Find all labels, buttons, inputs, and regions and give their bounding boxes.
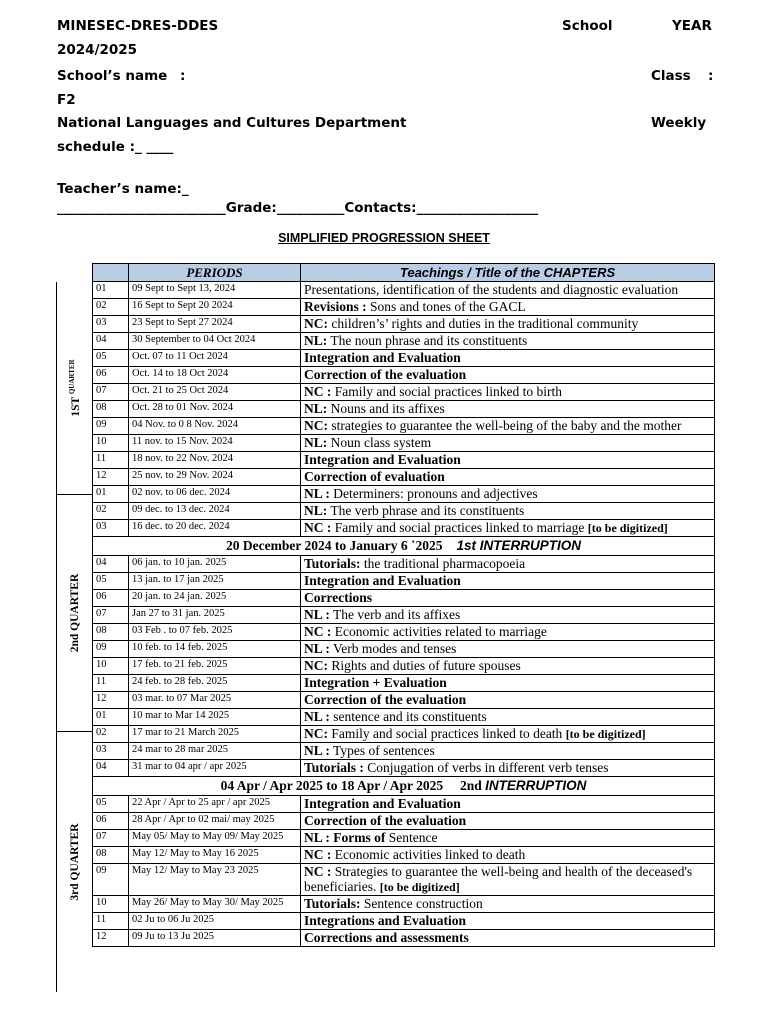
table-row xyxy=(93,624,715,641)
row-period: Oct. 07 to 11 Oct 2024 xyxy=(129,350,301,367)
row-number: 06 xyxy=(93,590,129,607)
row-teaching-prefix: NL: xyxy=(304,333,328,348)
row-period: 09 Sept to Sept 13, 2024 xyxy=(129,282,301,299)
row-period: Jan 27 to 31 jan. 2025 xyxy=(129,607,301,624)
row-teaching xyxy=(301,469,715,486)
row-teaching xyxy=(301,847,715,864)
row-period: 11 nov. to 15 Nov. 2024 xyxy=(129,435,301,452)
row-period: May 26/ May to May 30/ May 2025 xyxy=(129,896,301,913)
row-teaching xyxy=(301,607,715,624)
row-number: 09 xyxy=(93,864,129,896)
table-row xyxy=(93,282,715,299)
row-period: 16 Sept to Sept 20 2024 xyxy=(129,299,301,316)
row-teaching-prefix: NC : xyxy=(304,520,332,535)
row-number: 11 xyxy=(93,452,129,469)
row-teaching-prefix: NC : xyxy=(304,624,332,639)
row-teaching xyxy=(301,333,715,350)
row-period: May 05/ May to May 09/ May 2025 xyxy=(129,830,301,847)
row-teaching-prefix: Integration + Evaluation xyxy=(304,675,447,690)
row-period: 18 nov. to 22 Nov. 2024 xyxy=(129,452,301,469)
row-teaching-prefix: NL : xyxy=(304,709,330,724)
row-teaching xyxy=(301,743,715,760)
table-row xyxy=(93,607,715,624)
row-number: 03 xyxy=(93,743,129,760)
interruption-1-label: 1st INTERRUPTION xyxy=(456,538,581,553)
row-teaching xyxy=(301,709,715,726)
row-teaching-text: Family and social practices linked to marriage xyxy=(331,520,588,535)
row-number: 08 xyxy=(93,401,129,418)
row-teaching-text: Family and social practices linked to death xyxy=(328,726,566,741)
table-row xyxy=(93,418,715,435)
row-number: 01 xyxy=(93,486,129,503)
row-number: 07 xyxy=(93,607,129,624)
table-row xyxy=(93,350,715,367)
row-teaching xyxy=(301,590,715,607)
table-row xyxy=(93,435,715,452)
row-teaching-text: Rights and duties of future spouses xyxy=(328,658,521,673)
row-number: 04 xyxy=(93,333,129,350)
header-periods: PERIODS xyxy=(129,264,301,282)
row-number: 05 xyxy=(93,796,129,813)
row-teaching-prefix: NL: xyxy=(304,503,328,518)
row-number: 05 xyxy=(93,350,129,367)
table-row xyxy=(93,864,715,896)
row-teaching-prefix: NC: xyxy=(304,658,328,673)
row-period: 09 Ju to 13 Ju 2025 xyxy=(129,930,301,947)
table-row xyxy=(93,590,715,607)
table-row xyxy=(93,573,715,590)
row-teaching xyxy=(301,401,715,418)
row-teaching xyxy=(301,520,715,537)
row-period: May 12/ May to May 23 2025 xyxy=(129,864,301,896)
class-label: Class xyxy=(651,68,691,84)
table-row xyxy=(93,847,715,864)
row-teaching xyxy=(301,282,715,299)
table-row xyxy=(93,520,715,537)
quarter-3-rows-after-break xyxy=(93,796,715,947)
row-teaching-text: Sentence construction xyxy=(360,896,483,911)
table-row xyxy=(93,452,715,469)
row-number: 06 xyxy=(93,367,129,384)
table-row xyxy=(93,556,715,573)
row-number: 12 xyxy=(93,469,129,486)
table-row xyxy=(93,796,715,813)
quarter-1-rows xyxy=(93,282,715,486)
quarter-1-column xyxy=(56,282,93,495)
row-period: 28 Apr / Apr to 02 mai/ may 2025 xyxy=(129,813,301,830)
row-teaching xyxy=(301,384,715,401)
row-teaching-prefix: NC: xyxy=(304,316,328,331)
row-number: 08 xyxy=(93,847,129,864)
row-teaching-prefix: NL : xyxy=(304,743,330,758)
row-teaching xyxy=(301,830,715,847)
table-row xyxy=(93,469,715,486)
row-period: 20 jan. to 24 jan. 2025 xyxy=(129,590,301,607)
row-teaching-text: Noun class system xyxy=(327,435,432,450)
row-period: 02 nov. to 06 dec. 2024 xyxy=(129,486,301,503)
table-row xyxy=(93,709,715,726)
row-teaching xyxy=(301,726,715,743)
row-period: May 12/ May to May 16 2025 xyxy=(129,847,301,864)
quarter-3-column xyxy=(56,731,93,992)
row-teaching xyxy=(301,864,715,896)
row-teaching-text: Sons and tones of the GACL xyxy=(366,299,526,314)
row-period: Oct. 21 to 25 Oct 2024 xyxy=(129,384,301,401)
row-teaching xyxy=(301,556,715,573)
table-header-row xyxy=(93,264,715,282)
table-row xyxy=(93,316,715,333)
row-teaching-text: children’s’ rights and duties in the traditional community xyxy=(328,316,639,331)
row-teaching-text: the traditional pharmacopoeia xyxy=(360,556,526,571)
table-row xyxy=(93,641,715,658)
interruption-2-label: INTERRUPTION xyxy=(485,778,587,793)
row-teaching-note: [to be digitized] xyxy=(379,880,460,894)
row-period: 03 mar. to 07 Mar 2025 xyxy=(129,692,301,709)
row-period: 24 mar to 28 mar 2025 xyxy=(129,743,301,760)
row-teaching-text: Determiners: pronouns and adjectives xyxy=(329,486,538,501)
row-teaching-prefix: Integration and Evaluation xyxy=(304,796,461,811)
row-teaching-text: Family and social practices linked to birth xyxy=(331,384,562,399)
quarter-3-rows-before-break xyxy=(93,709,715,777)
quarter-2-column xyxy=(56,494,93,732)
row-period: 17 feb. to 21 feb. 2025 xyxy=(129,658,301,675)
row-period: 22 Apr / Apr to 25 apr / apr 2025 xyxy=(129,796,301,813)
row-teaching-text: strategies to guarantee the well-being of the baby and the mother xyxy=(328,418,682,433)
row-teaching-text: Verb modes and tenses xyxy=(329,641,457,656)
row-period: 23 Sept to Sept 27 2024 xyxy=(129,316,301,333)
sheet-title: SIMPLIFIED PROGRESSION SHEET xyxy=(278,231,490,245)
table-row xyxy=(93,830,715,847)
row-number: 12 xyxy=(93,692,129,709)
row-period: 17 mar to 21 March 2025 xyxy=(129,726,301,743)
table-row xyxy=(93,675,715,692)
row-teaching xyxy=(301,658,715,675)
teacher-name-label: Teacher’s name:_ xyxy=(57,181,189,197)
schedule-line: schedule :_ ____ xyxy=(57,139,174,155)
row-teaching-note: [to be digitized] xyxy=(587,521,668,535)
row-teaching-prefix: Tutorials : xyxy=(304,760,364,775)
quarter-2-label: 2nd QUARTER xyxy=(69,573,81,652)
row-teaching-text: Types of sentences xyxy=(329,743,435,758)
quarter-3-label: 3rd QUARTER xyxy=(69,822,81,901)
row-number: 05 xyxy=(93,573,129,590)
class-colon: : xyxy=(708,68,714,84)
row-teaching-prefix: NL : xyxy=(304,486,330,501)
row-teaching xyxy=(301,367,715,384)
row-teaching-text: The noun phrase and its constituents xyxy=(327,333,528,348)
row-period: Oct. 28 to 01 Nov. 2024 xyxy=(129,401,301,418)
row-number: 07 xyxy=(93,384,129,401)
quarter-2-rows-after-break xyxy=(93,556,715,709)
row-teaching-text: Nouns and its affixes xyxy=(327,401,445,416)
row-teaching-prefix: Correction of evaluation xyxy=(304,469,445,484)
interruption-2-ordinal: 2nd xyxy=(460,778,482,793)
row-period: 25 nov. to 29 Nov. 2024 xyxy=(129,469,301,486)
teacher-grade-contacts-line: _________________________Grade:__________Contacts:__________________ xyxy=(57,200,539,216)
row-teaching xyxy=(301,503,715,520)
row-teaching xyxy=(301,675,715,692)
row-teaching-prefix: Correction of the evaluation xyxy=(304,367,467,382)
row-period: 10 feb. to 14 feb. 2025 xyxy=(129,641,301,658)
row-teaching-prefix: NC: xyxy=(304,418,328,433)
row-teaching-prefix: NL: xyxy=(304,435,328,450)
row-period: 09 dec. to 13 dec. 2024 xyxy=(129,503,301,520)
row-teaching xyxy=(301,486,715,503)
row-teaching xyxy=(301,316,715,333)
row-teaching-text: The verb phrase and its constituents xyxy=(327,503,525,518)
header-number-cell xyxy=(93,264,129,282)
table-row xyxy=(93,658,715,675)
row-teaching-prefix: Corrections and assessments xyxy=(304,930,469,945)
table-row xyxy=(93,367,715,384)
row-teaching xyxy=(301,641,715,658)
school-name-colon: : xyxy=(180,68,186,84)
row-teaching xyxy=(301,624,715,641)
row-teaching-prefix: NL : Forms of xyxy=(304,830,386,845)
row-number: 06 xyxy=(93,813,129,830)
row-period: 04 Nov. to 0 8 Nov. 2024 xyxy=(129,418,301,435)
row-teaching-prefix: NC : xyxy=(304,384,332,399)
class-value: F2 xyxy=(57,92,76,108)
row-number: 03 xyxy=(93,520,129,537)
table-row xyxy=(93,930,715,947)
row-teaching-prefix: Corrections xyxy=(304,590,372,605)
row-teaching xyxy=(301,452,715,469)
row-teaching-prefix: Integrations and Evaluation xyxy=(304,913,467,928)
row-number: 02 xyxy=(93,503,129,520)
row-teaching-text: sentence and its constituents xyxy=(329,709,487,724)
row-period: 16 dec. to 20 dec. 2024 xyxy=(129,520,301,537)
row-teaching xyxy=(301,692,715,709)
progression-table xyxy=(92,263,715,947)
quarter-2-rows-before-break xyxy=(93,486,715,537)
row-number: 01 xyxy=(93,709,129,726)
row-teaching-text: Presentations, identification of the students and diagnostic evaluation xyxy=(304,282,679,297)
table-row xyxy=(93,813,715,830)
table-row xyxy=(93,503,715,520)
weekly-label: Weekly xyxy=(651,115,707,131)
table-row xyxy=(93,743,715,760)
department-name: National Languages and Cultures Department xyxy=(57,115,407,131)
row-teaching xyxy=(301,299,715,316)
row-teaching xyxy=(301,813,715,830)
table-row xyxy=(93,913,715,930)
row-teaching-prefix: NC : xyxy=(304,847,332,862)
row-teaching-prefix: NC : xyxy=(304,864,332,879)
interruption-1-row xyxy=(93,537,715,556)
row-period: 24 feb. to 28 feb. 2025 xyxy=(129,675,301,692)
row-teaching-text: Strategies to guarantee the well-being and health of the deceased's beneficiaries. xyxy=(304,864,693,894)
row-teaching xyxy=(301,896,715,913)
row-teaching-text: The verb and its affixes xyxy=(329,607,461,622)
row-period: 06 jan. to 10 jan. 2025 xyxy=(129,556,301,573)
school-year: 2024/2025 xyxy=(57,42,138,58)
row-teaching xyxy=(301,573,715,590)
row-number: 09 xyxy=(93,418,129,435)
school-label: School xyxy=(562,18,613,34)
row-teaching-text: Sentence xyxy=(385,830,438,845)
quarter-1-label: 1ST $^{QUARTER}$ xyxy=(68,359,82,417)
row-teaching xyxy=(301,418,715,435)
table-row xyxy=(93,760,715,777)
table-row xyxy=(93,896,715,913)
row-number: 11 xyxy=(93,675,129,692)
table-row xyxy=(93,401,715,418)
header-teachings: Teachings / Title of the CHAPTERS xyxy=(301,264,715,282)
row-number: 04 xyxy=(93,556,129,573)
row-teaching-prefix: Correction of the evaluation xyxy=(304,813,467,828)
table-row xyxy=(93,726,715,743)
row-teaching-prefix: Correction of the evaluation xyxy=(304,692,467,707)
row-number: 03 xyxy=(93,316,129,333)
row-teaching xyxy=(301,796,715,813)
row-teaching xyxy=(301,350,715,367)
ministry-code: MINESEC-DRES-DDES xyxy=(57,18,219,34)
row-teaching-prefix: NL : xyxy=(304,641,330,656)
row-teaching-prefix: NL: xyxy=(304,401,328,416)
interruption-2-row xyxy=(93,777,715,796)
row-teaching-prefix: Integration and Evaluation xyxy=(304,350,461,365)
row-teaching xyxy=(301,913,715,930)
row-teaching-prefix: Integration and Evaluation xyxy=(304,573,461,588)
row-number: 07 xyxy=(93,830,129,847)
row-teaching-prefix: Tutorials: xyxy=(304,556,361,571)
row-period: 03 Feb . to 07 feb. 2025 xyxy=(129,624,301,641)
row-number: 12 xyxy=(93,930,129,947)
row-period: 02 Ju to 06 Ju 2025 xyxy=(129,913,301,930)
row-teaching xyxy=(301,435,715,452)
row-number: 08 xyxy=(93,624,129,641)
row-period: 31 mar to 04 apr / apr 2025 xyxy=(129,760,301,777)
row-teaching-text: Conjugation of verbs in different verb tenses xyxy=(363,760,609,775)
row-teaching xyxy=(301,760,715,777)
row-period: 30 September to 04 Oct 2024 xyxy=(129,333,301,350)
row-teaching-note: [to be digitized] xyxy=(565,727,646,741)
row-number: 11 xyxy=(93,913,129,930)
row-teaching-prefix: NL : xyxy=(304,607,330,622)
table-row xyxy=(93,486,715,503)
table-row xyxy=(93,299,715,316)
row-teaching xyxy=(301,930,715,947)
table-row xyxy=(93,384,715,401)
row-period: 13 jan. to 17 jan 2025 xyxy=(129,573,301,590)
school-name-label: School’s name xyxy=(57,68,168,84)
row-number: 10 xyxy=(93,435,129,452)
row-number: 02 xyxy=(93,299,129,316)
row-period: Oct. 14 to 18 Oct 2024 xyxy=(129,367,301,384)
row-number: 04 xyxy=(93,760,129,777)
row-number: 09 xyxy=(93,641,129,658)
row-number: 10 xyxy=(93,658,129,675)
row-teaching-prefix: NC: xyxy=(304,726,328,741)
row-number: 10 xyxy=(93,896,129,913)
row-teaching-prefix: Revisions : xyxy=(304,299,367,314)
year-label: YEAR xyxy=(672,18,712,34)
row-number: 01 xyxy=(93,282,129,299)
row-teaching-prefix: Integration and Evaluation xyxy=(304,452,461,467)
interruption-2-dates: 04 Apr / Apr 2025 to 18 Apr / Apr 2025 xyxy=(220,778,444,793)
row-number: 02 xyxy=(93,726,129,743)
table-row xyxy=(93,333,715,350)
row-period: 10 mar to Mar 14 2025 xyxy=(129,709,301,726)
table-row xyxy=(93,692,715,709)
row-teaching-text: Economic activities related to marriage xyxy=(331,624,547,639)
row-teaching-text: Economic activities linked to death xyxy=(331,847,526,862)
row-teaching-prefix: Tutorials: xyxy=(304,896,361,911)
interruption-1-dates: 20 December 2024 to January 6 ˙2025 xyxy=(226,538,443,553)
